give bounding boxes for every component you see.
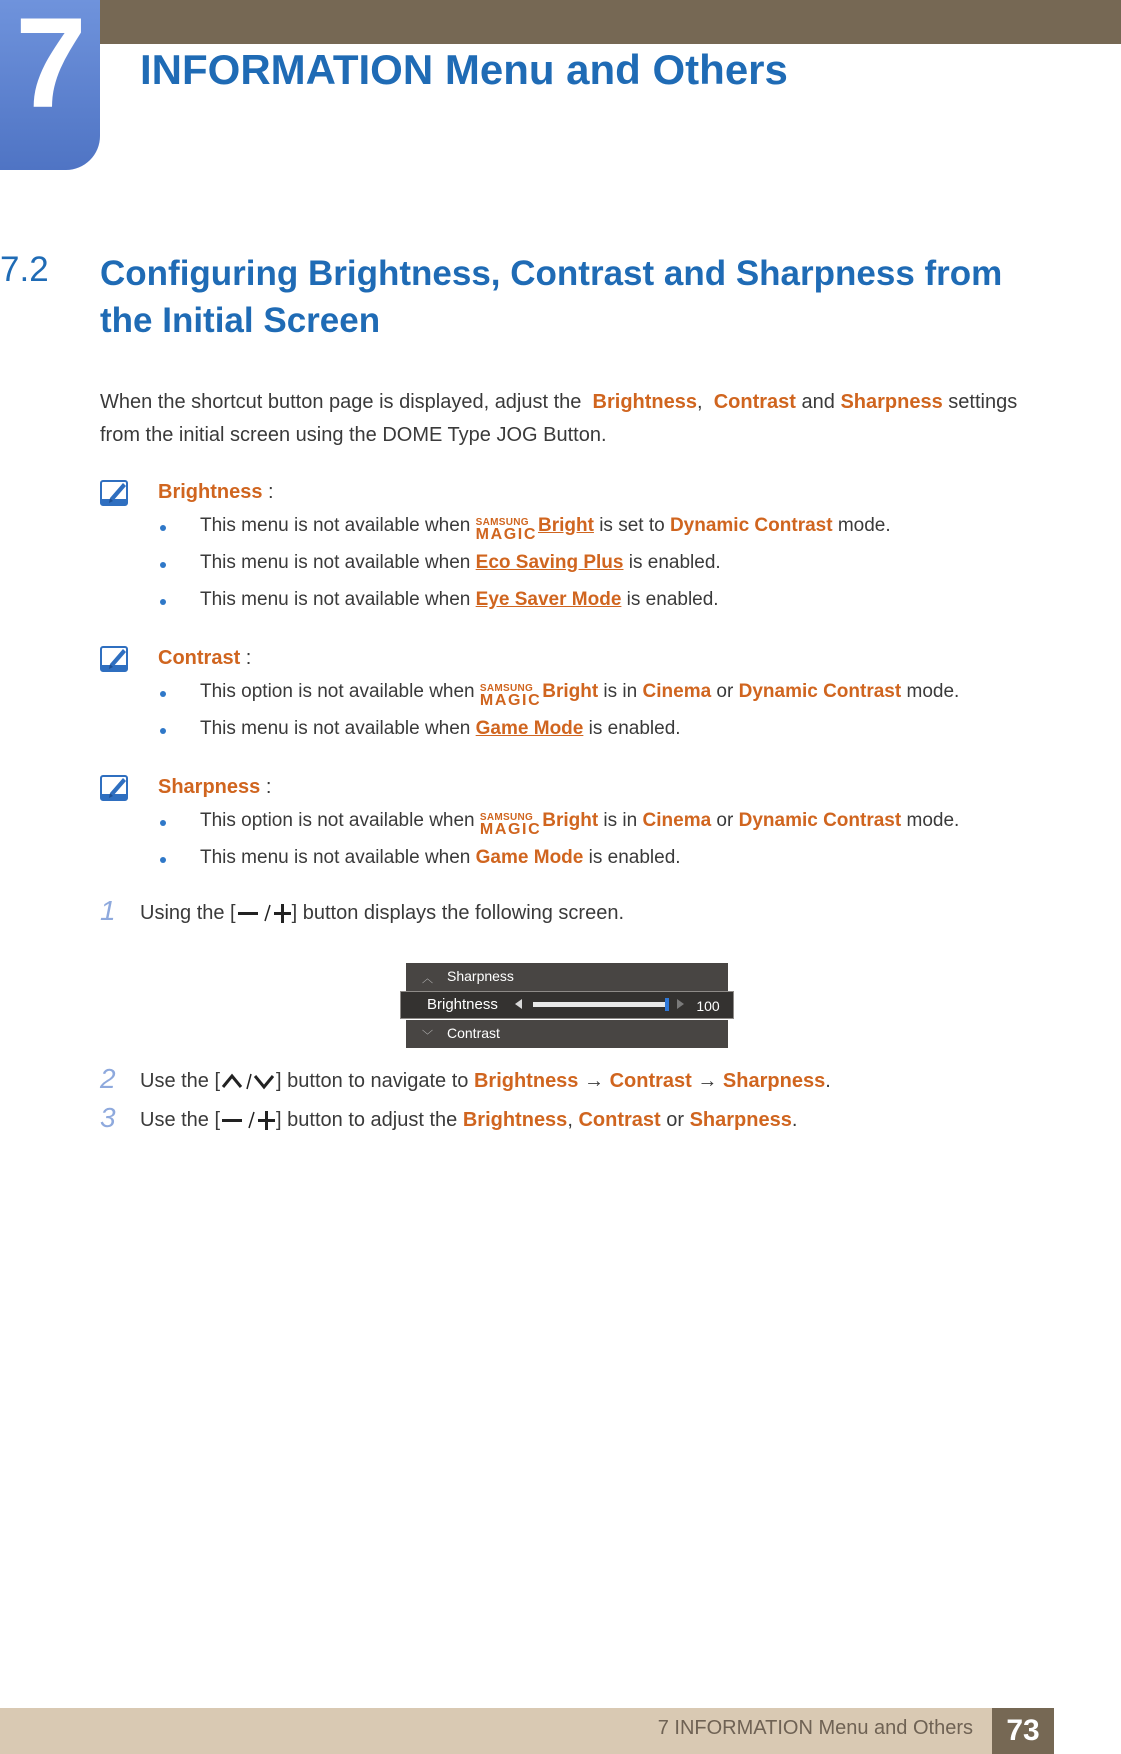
section-number: 7.2 (0, 250, 49, 289)
intro-paragraph: When the shortcut button page is displayed, adjust the Brightness, Contrast and Sharpness settings from the initial screen using the DOME Type JOG Button. (100, 391, 1018, 446)
arrow-left-icon[interactable] (515, 999, 522, 1009)
samsung-magic-logo: SAMSUNG MAGIC (479, 683, 542, 709)
osd-row-sharpness[interactable]: ︿ Sharpness (406, 963, 728, 991)
osd-screen (400, 962, 734, 1048)
note-pencil-icon (100, 773, 130, 803)
list-item: This menu is not available when Game Mode is enabled. (158, 844, 1038, 881)
note-heading: Sharpness : (158, 776, 272, 798)
footer-text: 7 INFORMATION Menu and Others (657, 1717, 973, 1739)
step-1: 1 Using the [ ] button displays the following screen. (100, 895, 625, 926)
chapter-number: 7 (15, 0, 87, 135)
minus-plus-icon (236, 902, 292, 924)
note-heading: Contrast : (158, 647, 252, 669)
step-2: 2 Use the [ ] button to navigate to Brightness → Contrast → Sharpness. (100, 1063, 831, 1094)
link-magic-bright[interactable]: Bright (537, 515, 594, 536)
slider-handle[interactable] (665, 998, 669, 1011)
list-item: This menu is not available when Eco Saving Plus is enabled. (158, 549, 1038, 586)
brightness-value: 100 (696, 998, 720, 1014)
link-eco-saving-plus[interactable]: Eco Saving Plus (475, 552, 624, 573)
note-heading: Brightness : (158, 481, 274, 503)
section-title: Configuring Brightness, Contrast and Sharpness from the Initial Screen (100, 254, 1003, 340)
chevron-up-icon: ︿ (422, 973, 433, 985)
list-item: This option is not available when SAMSUNG MAGIC Bright is in Cinema or Dynamic Contrast mode. (158, 678, 1038, 715)
list-item: This menu is not available when Game Mode is enabled. (158, 715, 1038, 752)
samsung-magic-logo: SAMSUNG MAGIC (479, 812, 542, 838)
up-down-icon (220, 1070, 276, 1092)
header-bar (0, 0, 1121, 44)
brightness-slider[interactable] (533, 1002, 668, 1007)
samsung-magic-logo: SAMSUNG MAGIC (475, 517, 537, 543)
chapter-title: INFORMATION Menu and Others (140, 46, 788, 93)
chevron-down-icon: ﹀ (422, 1030, 433, 1042)
list-item: This menu is not available when SAMSUNG MAGIC Bright is set to Dynamic Contrast mode. (158, 512, 1038, 549)
page-number: 73 (992, 1708, 1054, 1754)
chapter-tab (0, 0, 100, 170)
osd-row-contrast[interactable]: ﹀ Contrast (406, 1020, 728, 1048)
note-pencil-icon (100, 644, 130, 674)
note-pencil-icon (100, 478, 130, 508)
arrow-right-icon[interactable] (677, 999, 684, 1009)
list-item: This option is not available when SAMSUNG MAGIC Bright is in Cinema or Dynamic Contrast mode. (158, 807, 1038, 844)
minus-plus-icon (220, 1109, 276, 1131)
list-item: This menu is not available when Eye Saver Mode is enabled. (158, 586, 1038, 623)
link-game-mode[interactable]: Game Mode (475, 718, 584, 739)
osd-row-brightness[interactable]: Brightness 100 (400, 991, 734, 1019)
link-eye-saver-mode[interactable]: Eye Saver Mode (475, 589, 622, 610)
step-3: 3 Use the [ ] button to adjust the Brightness, Contrast or Sharpness. (100, 1102, 798, 1133)
